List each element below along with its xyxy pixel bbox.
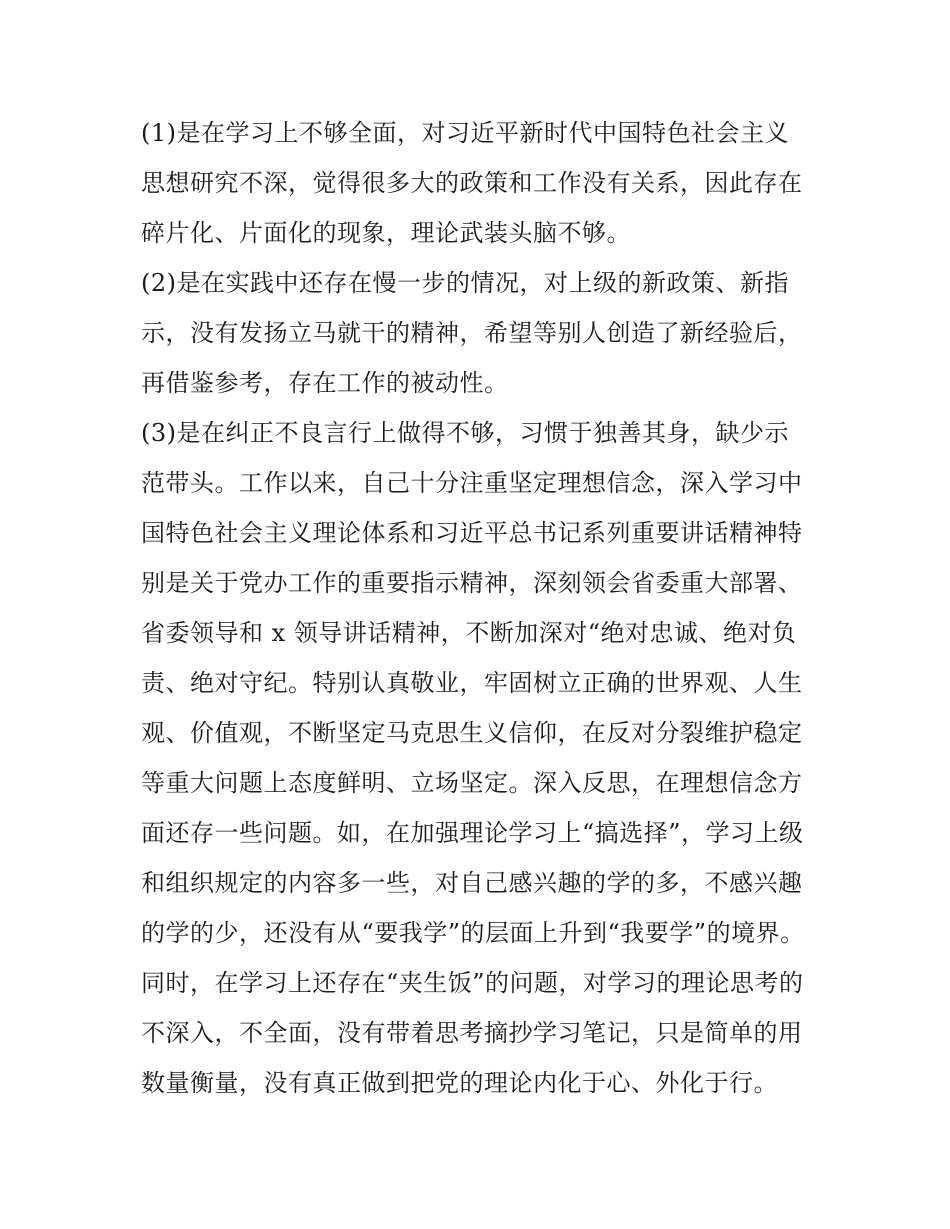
text-line: 省委领导和 x 领导讲话精神，不断加深对“绝对忠诚、绝对负: [141, 619, 797, 647]
text-line: 别是关于党办工作的重要指示精神，深刻领会省委重大部署、: [141, 569, 803, 597]
text-line: 观、价值观，不断坚定马克思生义信仰，在反对分裂维护稳定: [141, 719, 803, 747]
text-line: 数量衡量，没有真正做到把党的理论内化于心、外化于行。: [141, 1069, 778, 1097]
text-line: (3)是在纠正不良言行上做得不够，习惯于独善其身，缺少示: [141, 419, 789, 447]
text-line: 思想研究不深，觉得很多大的政策和工作没有关系，因此存在: [141, 169, 803, 197]
text-line: 示，没有发扬立马就干的精神，希望等别人创造了新经验后，: [141, 319, 803, 347]
text-line: 责、绝对守纪。特别认真敬业，牢固树立正确的世界观、人生: [141, 669, 803, 697]
text-line: (1)是在学习上不够全面，对习近平新时代中国特色社会主义: [141, 119, 789, 147]
text-line: 的学的少，还没有从“要我学”的层面上升到“我要学”的境界。: [141, 919, 805, 947]
text-line: 再借鉴参考，存在工作的被动性。: [141, 369, 509, 397]
text-line: 面还存一些问题。如，在加强理论学习上“搞选择”，学习上级: [141, 819, 804, 847]
text-line: 范带头。工作以来，自己十分注重坚定理想信念，深入学习中: [141, 469, 803, 497]
text-line: (2)是在实践中还存在慢一步的情况，对上级的新政策、新指: [141, 269, 789, 297]
text-line: 等重大问题上态度鲜明、立场坚定。深入反思，在理想信念方: [141, 769, 803, 797]
text-line: 国特色社会主义理论体系和习近平总书记系列重要讲话精神特: [141, 519, 803, 547]
text-line: 不深入，不全面，没有带着思考摘抄学习笔记，只是简单的用: [141, 1019, 803, 1047]
text-line: 碎片化、片面化的现象，理论武装头脑不够。: [141, 219, 631, 247]
text-line: 和组织规定的内容多一些，对自己感兴趣的学的多，不感兴趣: [141, 869, 803, 897]
body-text: [141, 108, 821, 1108]
text-line: 同时，在学习上还存在“夹生饭”的问题，对学习的理论思考的: [141, 969, 804, 997]
